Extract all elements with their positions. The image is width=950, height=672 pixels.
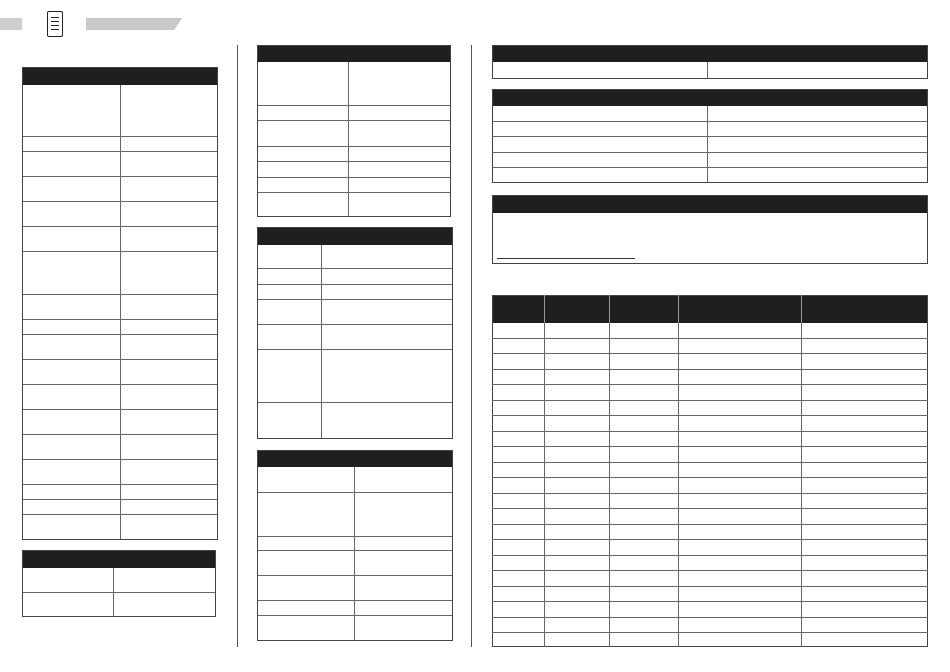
spec-table-6 <box>492 45 928 79</box>
table-header <box>258 46 450 62</box>
data-grid-lines <box>492 295 928 647</box>
column-divider <box>707 62 708 78</box>
column-divider <box>707 106 708 182</box>
table-header <box>258 451 452 467</box>
table-header <box>258 228 452 245</box>
note-link-underline[interactable] <box>497 258 635 259</box>
spec-table-7 <box>492 89 928 183</box>
spec-table-3 <box>257 45 451 217</box>
note-header <box>493 196 927 213</box>
column-divider <box>120 514 121 539</box>
table-header <box>493 46 927 62</box>
spec-table-2 <box>22 550 216 617</box>
document-icon <box>47 11 63 37</box>
spec-table-4 <box>257 227 453 439</box>
table-header <box>23 551 215 568</box>
header-tab-right <box>86 18 182 30</box>
spec-table-5 <box>257 450 453 641</box>
header-tab-left <box>0 18 22 30</box>
column-divider <box>120 85 121 515</box>
data-grid-table <box>492 295 928 647</box>
note-box <box>492 195 928 264</box>
table-header <box>23 68 217 85</box>
spec-table-1 <box>22 67 218 540</box>
column-divider-1 <box>237 45 238 647</box>
table-header <box>493 90 927 106</box>
column-divider-2 <box>471 45 472 647</box>
column-divider <box>321 245 322 438</box>
